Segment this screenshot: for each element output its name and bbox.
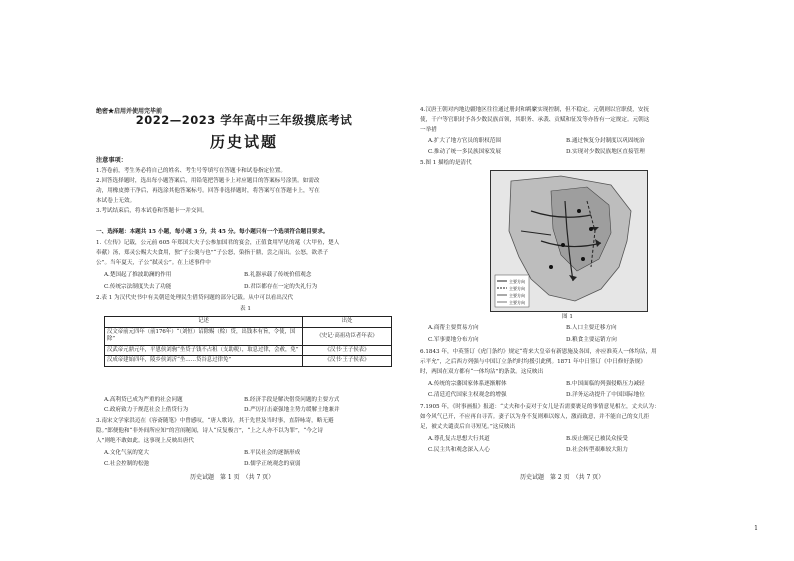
table-cell: 《汉书·王子侯表》 (303, 345, 392, 355)
subject-title: 历史试题 (209, 133, 278, 151)
map-graphic (491, 171, 647, 311)
q7-stem: 足，被丈夫谴责后自寻短见。”这反映出 (420, 424, 516, 430)
table-cell: 汉文帝前元四年（前176年）“（刘恒）诏除赐（赊）贷，出钱本有旨，令使，国除” (105, 328, 303, 346)
q6-stem: 6.1843 年，中英签订《虎门条约》规定“将来大皇帝有新恩施及各国，亦应准英人一体均沾，用 (420, 349, 657, 355)
q2-table (104, 316, 392, 367)
historical-map (490, 170, 648, 312)
q7-stem: 7.1905 年，《时事画报》报道：“丈夫和小妾对于女儿是否需要裹足的事情意见相左，丈夫认为： (420, 404, 660, 410)
q6-stem: 示平允”，之后西方列强与中国订立条约时均援引此例。1871 年中日签订《中日修好条规》 (420, 359, 646, 365)
notes-title: 注意事项： (96, 157, 127, 164)
figure-caption: 图 1 (562, 314, 573, 320)
map-legend-label: 主要方向 (509, 293, 525, 298)
column-header: 出处 (303, 317, 392, 328)
table-row (105, 356, 392, 366)
map-legend-label: 主要方向 (509, 286, 525, 291)
q6-option-a: A.传统的宗藩国家体系逐渐解体 (428, 381, 507, 387)
notes-line: 本试卷上无效。 (96, 198, 136, 204)
q3-option-a: A.文化气氛的宽大 (104, 450, 149, 456)
q4-stem: 4.汉唐王朝对内地边疆地区往往通过册封和羁縻实现控制，但不稳定。元朝则以官职使，安抚 (420, 107, 650, 113)
q7-option-b: B.废止缠足已被民众接受 (566, 436, 628, 442)
notes-line: 动，用橡皮擦干净后，再选涂其他答案标号。回答非选择题时，将答案写在答题卡上，写在 (96, 188, 320, 194)
notes-line: 1.答卷前，考生务必将自己的姓名、考生号等填写在答题卡和试卷指定位置。 (96, 168, 286, 174)
q3-stem: 3.南宋文学家洪迈在《容斋随笔》中曾感叹，“唐人歌诗，其于先世及当时事，直辞咏寄，略无避 (96, 418, 334, 424)
page-number: 1 (754, 525, 758, 532)
q7-stem: 如今风气已开，不应再自寻苦。妻子以为身不复则难以嫁人，激而致意，并不能自己的女儿拒 (420, 414, 650, 420)
section-heading: 一、选择题：本题共 15 小题，每小题 3 分，共 45 分。每小题只有一个选项符合题目要求。 (96, 229, 329, 235)
q4-option-a: A.扩大了地方官员的职权范围 (428, 138, 501, 144)
table-row (105, 328, 392, 346)
q1-stem: 奉献）汤，郑灵公赐大夫食用，独“子公羹与也”“子公怒，染指于鼎，尝之而出。公怒，欲杀子 (96, 250, 329, 256)
secret-mark: 绝密★启用并使用完毕前 (96, 108, 163, 115)
table-row (105, 345, 392, 355)
q2-option-a: A.高利贷已成为严重的社会问题 (104, 397, 183, 403)
q3-stem: 人”则绝不敢如此。这事现上反映出唐代 (96, 438, 194, 444)
q5-option-a: A.商帮主要贸易方向 (428, 325, 479, 331)
table-cell: 《史记·高祖功臣者年表》 (303, 328, 392, 346)
q6-stem: 时，两国在双方都有“一体均沾”的条款。这反映出 (420, 369, 544, 375)
q5-stem: 5.图 1 描绘的是清代 (420, 160, 472, 166)
q7-option-a: A.尊孔复古思想大行其道 (428, 436, 490, 442)
q5-option-d: D.粮食主要运销方向 (566, 337, 617, 343)
notes-line: 2.回答选择题时，选出每小题答案后，用铅笔把答题卡上对应题目的答案标号涂黑。如需改 (96, 178, 320, 184)
q6-option-b: B.中国面临的列强侵略压力减轻 (566, 381, 645, 387)
table-cell: 汉成帝建始四年，陵乡侯刘沂“坐……贷谷息过律免” (105, 356, 303, 366)
q1-option-c: C.传统宗法制度失去了功能 (104, 284, 172, 290)
q1-option-a: A.楚国起了推波助澜的作用 (104, 272, 172, 278)
map-legend-label: 主要方向 (509, 300, 525, 305)
q1-option-b: B.礼器承载了传统价值观念 (244, 272, 312, 278)
q1-option-d: D.君臣都存在一定的失礼行为 (244, 284, 318, 290)
q7-option-c: C.民主共和观念深入人心 (428, 447, 490, 453)
q2-stem: 2.表 1 为汉代史书中有关朝廷处理民生借贷问题的部分记载。从中可以看出汉代 (96, 295, 294, 301)
table-cell: 汉武帝元鼎元年，平恩侯刘驹“坐贷子钱不占租（支助税），取息过律，会赦，免” (105, 345, 303, 355)
column-header: 记述 (105, 317, 303, 328)
q2-option-c: C.政府致力于规范社会上借贷行为 (104, 407, 189, 413)
q1-stem: 1.《左传》记载，公元前 605 年郑国大夫子公参加国君的宴会，正值食用罕见的鼋（大甲鱼，楚人 (96, 240, 340, 246)
q4-option-b: B.通过恢复分封制度以巩固统治 (566, 138, 645, 144)
q4-option-c: C.推动了统一多民族国家发展 (428, 149, 501, 155)
q4-stem: 使，千户等官职封予各少数民族首领，其职务、承袭、贡赋和征发等亦皆有一定规定。元朝这 (420, 117, 650, 123)
q3-option-d: D.儒学正统观念的衰弱 (244, 461, 301, 467)
q4-option-d: D.实现对少数民族地区直接管理 (566, 149, 645, 155)
q5-option-c: C.军事要地分布方向 (428, 337, 479, 343)
q1-stem: 公”。当年夏天，子公“弑灵公”。在上述事件中 (96, 260, 211, 266)
q2-option-d: D.严厉打击豪强地主势力缓解土地兼并 (244, 407, 340, 413)
q3-stem: 隐。”郎便他和“非外间所应知”的宫闱秘闻，诗人“反复极言”，“上之人亦不以为罪”，“今之诗 (96, 428, 324, 434)
q6-option-d: D.洋务运动提升了中国国际地位 (566, 392, 645, 398)
q3-option-c: C.社会控制的松弛 (104, 461, 150, 467)
q7-option-d: D.社会转型艰难较大阻力 (566, 447, 629, 453)
footer-left: 历史试题 第 1 页 （共 7 页） (190, 474, 275, 481)
exam-title: 2022—2023 学年高中三年级摸底考试 (135, 113, 353, 127)
map-legend-label: 主要方向 (509, 279, 525, 284)
q3-option-b: B.平民社会的逐渐形成 (244, 450, 301, 456)
q5-option-b: B.人口主要迁移方向 (566, 325, 617, 331)
footer-right: 历史试题 第 2 页 （共 7 页） (520, 474, 605, 481)
table-header-row (105, 317, 392, 328)
q2-table-caption: 表 1 (240, 306, 251, 312)
q4-stem: 一举措 (420, 127, 437, 133)
table-cell: 《汉书·王子侯表》 (303, 356, 392, 366)
q2-option-b: B.经济手段是解决借贷问题的主要方式 (244, 397, 340, 403)
notes-line: 3.考试结束后，将本试卷和答题卡一并交回。 (96, 208, 208, 214)
q6-option-c: C.清廷近代国家主权观念的增强 (428, 392, 507, 398)
